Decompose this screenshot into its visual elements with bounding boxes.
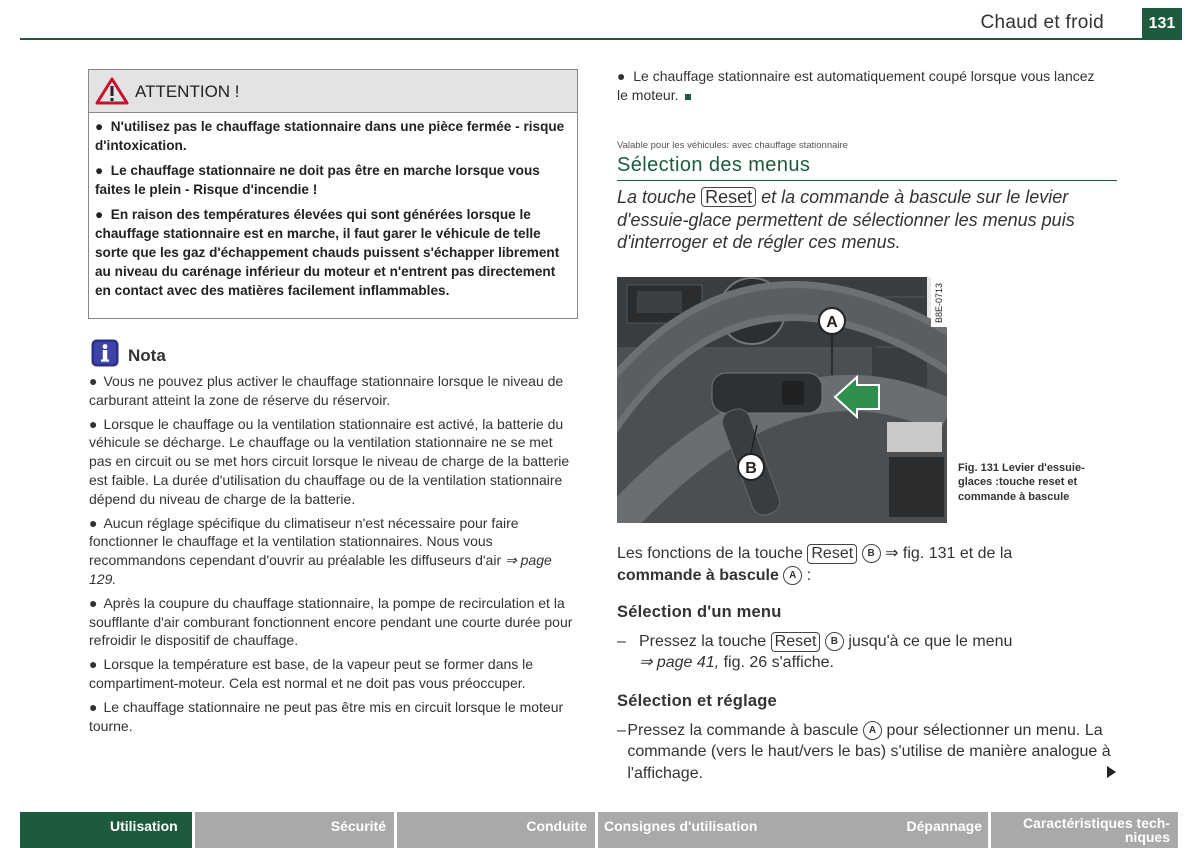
warning-title: ATTENTION ! [135, 82, 240, 101]
callout-b-symbol: B [862, 544, 881, 563]
nota-title: Nota [128, 346, 166, 365]
end-square-icon [685, 94, 691, 100]
nota-list [89, 372, 579, 740]
warning-box [88, 69, 578, 319]
reset-key-symbol: Reset [701, 187, 756, 207]
section-title: Sélection des menus [617, 154, 811, 176]
tab-securite[interactable]: Sécurité [195, 812, 394, 848]
tab-conduite[interactable]: Conduite [397, 812, 595, 848]
bullet: ● [95, 207, 111, 222]
warning-header [89, 70, 577, 113]
tab-caracteristiques[interactable]: Caractéristiques tech-niques [991, 812, 1178, 848]
page-link[interactable]: ⇒ page 129. [89, 552, 552, 587]
continue-arrow-icon [1107, 766, 1116, 778]
figure-link[interactable]: ⇒ fig. 131 et de la [885, 545, 1013, 562]
warning-item: ● N'utilisez pas le chauffage stationnaire dans une pièce fermée - risque d'intoxication. [95, 119, 565, 153]
figure-wiper-lever [617, 277, 947, 523]
header-divider [20, 38, 1182, 40]
bullet: ● [617, 68, 634, 84]
functions-paragraph: Les fonctions de la touche Reset B ⇒ fig. 131 et de la commande à bascule A : [617, 545, 1013, 584]
page-number: 131 [1142, 8, 1182, 38]
applicability-note: Valable pour les véhicules: avec chauffage stationnaire [617, 140, 848, 151]
nota-item: ● Aucun réglage spécifique du climatiseur n'est nécessaire pour faire fonctionner le chauffage et la ventilation stationnaires. Nous vous recommandons cependant d'ouvrir au préalable les diffuseurs d'air ⇒ page 129. [89, 514, 552, 587]
callout-b-symbol: B [825, 632, 844, 651]
footer-nav [20, 812, 1182, 848]
warning-item: ● En raison des températures élevées qui sont générées lorsque le chauffage stationnaire est en marche, il faut garer le véhicule de telle sorte que les gaz d'échappement chauds puissent s'échapper librement au niveau du carénage inférieur du moteur et n'entrent pas directement en contact avec des matières facilement inflammables. [95, 207, 560, 298]
subheading-menu: Sélection d'un menu [617, 603, 782, 621]
bullet: ● [95, 163, 111, 178]
auto-off-note: ● Le chauffage stationnaire est automatiquement coupé lorsque vous lancez le moteur. [617, 68, 1095, 103]
info-icon [90, 338, 120, 368]
nota-item: ● Lorsque la température est base, de la vapeur peut se former dans le compartiment-moteur. Cela est normal et ne doit pas vous préoccuper. [89, 656, 534, 691]
step-menu: – Pressez la touche Reset B jusqu'à ce que le menu ⇒ page 41, fig. 26 s'affiche. [617, 633, 1013, 671]
warning-triangle-icon [95, 77, 129, 105]
tab-depannage[interactable]: Dépannage [795, 812, 988, 848]
section-intro: La touche Reset et la commande à bascule sur le levier d'essuie-glace permettent de sélectionner les menus puis d'interroger et de régler ces menus. [617, 187, 1075, 253]
callout-a: A [826, 314, 838, 331]
bullet: ● [95, 119, 111, 134]
callout-a-symbol: A [783, 566, 802, 585]
callout-b: B [745, 460, 757, 477]
subheading-reglage: Sélection et réglage [617, 692, 777, 710]
tab-utilisation[interactable]: Utilisation [20, 812, 192, 848]
figure-illustration [617, 277, 947, 523]
section-divider [617, 180, 1117, 181]
warning-item: ● Le chauffage stationnaire ne doit pas être en marche lorsque vous faites le plein - Risque d'incendie ! [95, 163, 540, 197]
nota-item: ● Vous ne pouvez plus activer le chauffage stationnaire lorsque le niveau de carburant atteint la zone de réserve du réservoir. [89, 373, 564, 408]
chapter-title: Chaud et froid [980, 12, 1104, 33]
nota-item: ● Le chauffage stationnaire ne peut pas être mis en circuit lorsque le moteur tourne. [89, 698, 564, 734]
figure-code: B8E-0713 [934, 282, 944, 323]
step-reglage: – Pressez la commande à bascule A pour sélectionner un menu. La commande (vers le haut/vers le bas) s'utilise de manière analogue à l'affichage. [617, 722, 1111, 782]
tab-consignes[interactable]: Consignes d'utilisation [598, 812, 795, 848]
reset-key-symbol: Reset [771, 632, 821, 652]
reset-key-symbol: Reset [807, 544, 857, 564]
page-link[interactable]: ⇒ page 41, [639, 654, 720, 671]
nota-item: ● Lorsque le chauffage ou la ventilation stationnaire est activé, la batterie du véhicule se décharge. Le chauffage ou la ventilation stationnaire ne se met pas en circuit ou se met hors circuit lorsque le niveau de charge de la batterie est faible. La durée d'utilisation du chauffage ou de la ventilation stationnaire dépend du niveau de charge de la batterie. [89, 415, 570, 507]
nota-item: ● Après la coupure du chauffage stationnaire, la pompe de recirculation et la soufflante d'air comburant fonctionnent encore pendant une courte durée pour refroidir le dispositif de chauffage. [89, 594, 573, 649]
figure-caption: Fig. 131 Levier d'essuie-glaces :touche reset et commande à bascule [958, 462, 1085, 503]
callout-a-symbol: A [863, 721, 882, 740]
